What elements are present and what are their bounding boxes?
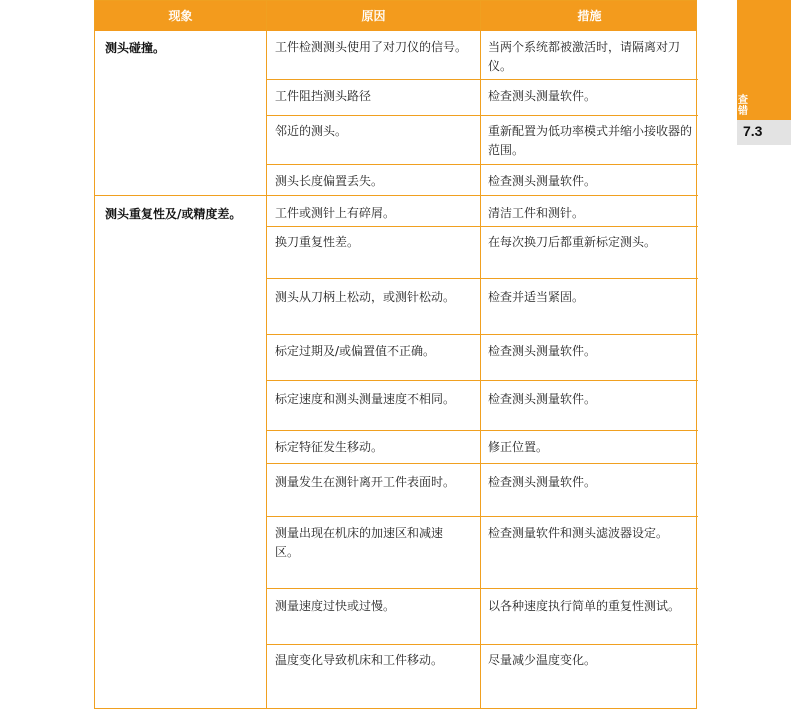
cause-cell: 测量出现在机床的加速区和减速区。 (275, 526, 444, 559)
action-cell: 检查并适当紧固。 (488, 290, 585, 304)
action-cell: 重新配置为低功率模式并缩小接收器的范围。 (488, 124, 693, 157)
cause-cell: 温度变化导致机床和工件移动。 (275, 653, 444, 667)
action-cell: 在每次换刀后都重新标定测头。 (488, 235, 657, 249)
cause-cell: 工件或测针上有碎屑。 (275, 206, 396, 220)
symptom-collision: 测头碰撞。 (105, 41, 166, 55)
row-divider (266, 588, 698, 589)
row-divider (266, 463, 698, 464)
cause-cell: 邻近的测头。 (275, 124, 348, 138)
action-cell: 尽量减少温度变化。 (488, 653, 597, 667)
action-cell: 检查测头测量软件。 (488, 475, 597, 489)
row-divider (266, 644, 698, 645)
row-divider (266, 430, 698, 431)
action-cell: 清洁工件和测针。 (488, 206, 585, 220)
row-divider (266, 380, 698, 381)
cause-cell: 测量速度过快或过慢。 (275, 599, 396, 613)
section-number: 7.3 (743, 123, 763, 139)
column-divider (266, 1, 267, 708)
chapter-tab-label: 查错 (738, 95, 748, 117)
action-cell: 以各种速度执行简单的重复性测试。 (488, 599, 681, 613)
action-cell: 检查测头测量软件。 (488, 392, 597, 406)
row-divider (266, 334, 698, 335)
troubleshooting-table (94, 0, 697, 709)
row-divider (266, 516, 698, 517)
cause-cell: 工件阻挡测头路径 (275, 89, 372, 103)
cause-cell: 标定过期及/或偏置值不正确。 (275, 344, 436, 358)
cause-cell: 换刀重复性差。 (275, 235, 360, 249)
row-divider (266, 278, 698, 279)
action-cell: 检查测量软件和测头滤波器设定。 (488, 526, 669, 540)
symptom-poor-repeatability: 测头重复性及/或精度差。 (105, 207, 242, 221)
cause-cell: 测头从刀柄上松动，或测针松动。 (275, 290, 456, 304)
action-cell: 检查测头测量软件。 (488, 89, 597, 103)
cause-cell: 标定特征发生移动。 (275, 440, 384, 454)
action-cell: 检查测头测量软件。 (488, 344, 597, 358)
action-cell: 当两个系统都被激活时，请隔离对刀仪。 (488, 40, 681, 73)
group-divider (95, 195, 698, 196)
cause-cell: 标定速度和测头测量速度不相同。 (275, 392, 456, 406)
header-symptom: 现象 (168, 9, 193, 23)
row-divider (266, 79, 698, 80)
header-action: 措施 (577, 9, 602, 23)
cause-cell: 测量发生在测针离开工件表面时。 (275, 475, 456, 489)
row-divider (266, 115, 698, 116)
action-cell: 检查测头测量软件。 (488, 174, 597, 188)
table-header (95, 1, 696, 31)
column-divider (480, 1, 481, 708)
row-divider (266, 164, 698, 165)
header-cause: 原因 (361, 9, 386, 23)
action-cell: 修正位置。 (488, 440, 549, 454)
cause-cell: 工件检测测头使用了对刀仪的信号。 (275, 40, 468, 54)
cause-cell: 测头长度偏置丢失。 (275, 174, 384, 188)
section-number-box (737, 120, 791, 145)
row-divider (266, 226, 698, 227)
